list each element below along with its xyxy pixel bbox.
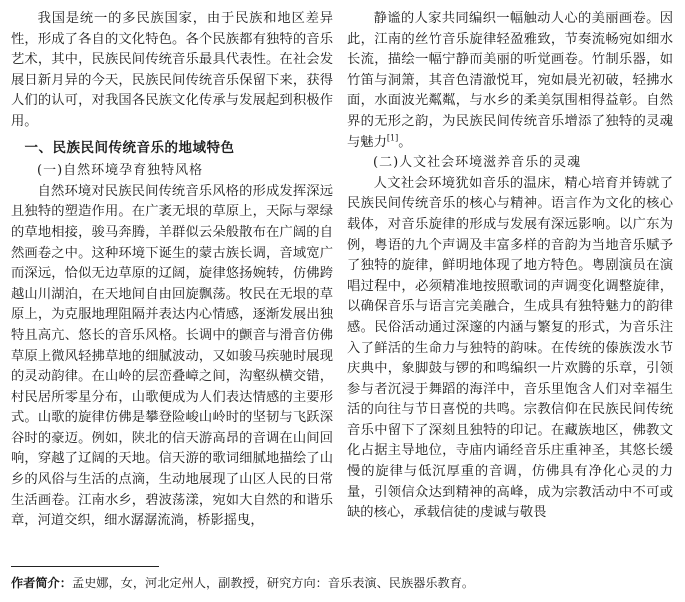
footnote-divider	[11, 566, 159, 567]
cultural-environment-paragraph: 人文社会环境犹如音乐的温床，精心培育并铸就了民族民间传统音乐的核心与精神。语言作为文化的核心载体，对音乐旋律的形成与发展有深远影响。以广东为例，粤语的九个声调及丰富多样的音韵为当地音乐赋予了独特的旋律，鲜明地体现了地方特色。粤剧演员在演唱过程中，必须精准地按照歌词的声调变化调整旋律，以确保音乐与语言完美融合，生成具有独特魅力的韵律感。民俗活动通过深邃的内涵与繁复的形式，为音乐注入了鲜活的生命力与独特的韵味。在传统的傣族泼水节庆典中，象脚鼓与锣的和鸣编织一片欢腾的乐章，引领参与者沉浸于舞蹈的海洋中，音乐里饱含人们对幸福生活的向往与节日喜悦的共鸣。宗教信仰在民族民间传统音乐中留下了深刻且独特的印记。在藏族地区，佛教文化占据主导地位，寺庙内诵经音乐庄重神圣，其悠长缓慢的旋律与低沉厚重的音调，仿佛具有净化心灵的力量，引领信众达到精神的高峰，成为宗教活动中不可或缺的核心，承载信徒的虔诚与敬畏	[347, 175, 673, 521]
left-column	[11, 9, 333, 532]
continued-text: 静谧的人家共同编织一幅触动人心的美丽画卷。因此，江南的丝竹音乐旋律轻盈雅致，节奏流畅宛如细水长流，描绘一幅宁静而美丽的听觉画卷。竹制乐器，如竹笛与洞箫，其音色清澈悦耳，宛如晨光初破，轻拂水面，水面波光粼粼，与水乡的柔美氛围相得益彰。自然界的无形之韵，为民族民间传统音乐增添了独特的灵魂与魅力	[347, 11, 673, 150]
subsection-heading-cultural: (二)人文社会环境滋养音乐的灵魂	[373, 155, 582, 171]
citation-marker: [1]	[386, 133, 399, 143]
intro-paragraph: 我国是统一的多民族国家，由于民族和地区差异性，形成了各自的文化特色。各个民族都有独特的音乐艺术，其中，民族民间传统音乐最具代表性。在社会发展日新月异的今天，民族民间传统音乐保留下来，获得人们的认可，对我国各民族文化传承与发展起到积极作用。	[11, 11, 333, 129]
continued-end: 。	[398, 134, 412, 150]
natural-environment-paragraph: 自然环境对民族民间传统音乐风格的形成发挥深远且独特的塑造作用。在广袤无垠的草原上，天际与翠绿的草地相接，骏马奔腾，羊群似云朵般散布在广阔的自然画卷之中。这种环境下诞生的蒙古族长调，音域宽广而深远，恰似无边草原的辽阔，旋律悠扬婉转，仿佛跨越山川湖泊，在天地间自由回旋飘荡。牧民在无垠的草原上，为克服地理阻隔并表达内心情感，逐渐发展出独特且高亢、悠长的音乐风格。长调中的颤音与滑音仿佛草原上微风轻拂草地的细腻波动，又如骏马疾驰时展现的灵动韵律。在山岭的层峦叠嶂之间，沟壑纵横交错，村民居所零星分布，山歌便成为人们表达情感的主要形式。山歌的旋律仿佛是攀登险峻山岭时的坚韧与飞跃深谷时的豪迈。例如，陕北的信天游高昂的音调在山间回响，穿越了辽阔的天地。信天游的歌词细腻地描绘了山乡的风俗与生活的点滴，生动地展现了山区人民的日常生活画卷。江南水乡，碧波荡漾，宛如大自然的和谐乐章，河道交织，细水潺潺流淌，桥影摇曳，	[11, 183, 333, 529]
subsection-heading-natural: (一)自然环境孕育独特风格	[37, 163, 204, 179]
footnote-label: 作者简介：	[11, 576, 72, 590]
author-footnote	[11, 574, 673, 592]
right-column	[347, 9, 673, 524]
footnote-text: 孟史娜，女，河北定州人，副教授，研究方向：音乐表演、民族器乐教育。	[71, 576, 475, 590]
continued-paragraph	[347, 9, 673, 153]
section-heading: 一、民族民间传统音乐的地域特色	[24, 139, 235, 156]
